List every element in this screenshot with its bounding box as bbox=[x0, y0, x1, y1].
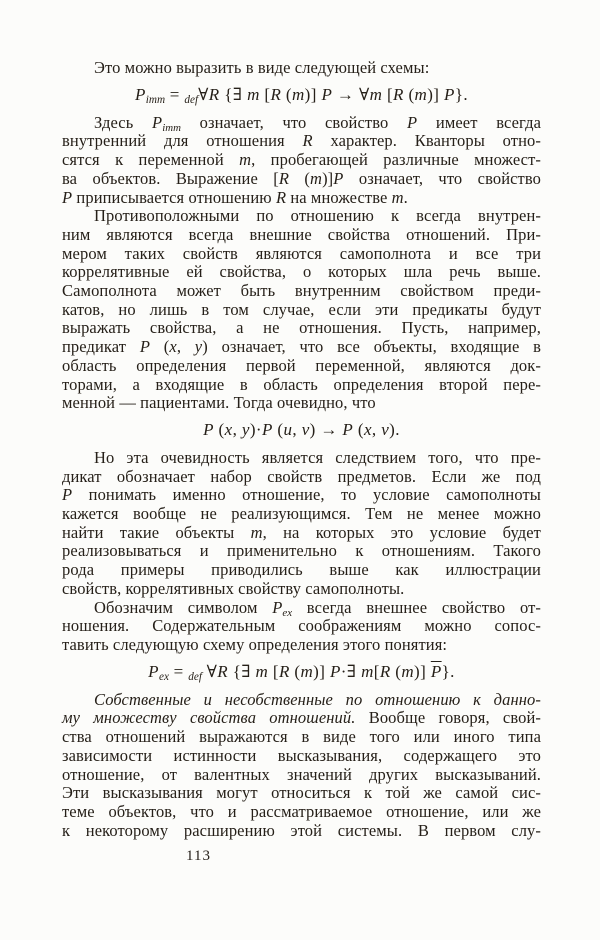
text-line: найти такие объекты m, на которых это условие будет bbox=[62, 522, 541, 542]
formula: $P_{imm}$ = $_{def}$∀R {∃ m [R (m)] P → ∀m [R (m)] P}. bbox=[134, 84, 469, 106]
text-line: область определения первой переменной, являются док- bbox=[62, 355, 541, 375]
text-line: выражать свойства, а не отношения. Пусть, например, bbox=[62, 318, 541, 338]
text-line: реализовываться и применительно к отношениям. Такого bbox=[62, 541, 541, 561]
page-number: 113 bbox=[186, 848, 211, 864]
text-line: ношения. Содержательным соображениям можно сопос- bbox=[62, 616, 541, 636]
text-line: мером таких свойств являются самополнота и все три bbox=[62, 243, 541, 263]
text-line: Противоположными по отношению к всегда внутрен- bbox=[94, 206, 541, 226]
text-line: менной — пациентами. Тогда очевидно, что bbox=[62, 393, 376, 413]
text-line: Это можно выразить в виде следующей схемы: bbox=[94, 58, 430, 77]
text-line: коррелятивные ей свойства, о которых шла речь выше. bbox=[62, 262, 541, 282]
text-line: предикат P (x, y) означает, что все объекты, входящие в bbox=[62, 337, 542, 357]
text-line: тавить следующую схему определения этого понятия: bbox=[62, 634, 448, 654]
text-line: P приписывается отношению R на множестве m. bbox=[62, 187, 408, 207]
text-line: Собственные и несобственные по отношению к данно- bbox=[94, 689, 541, 709]
formula: $P_{ex} = _{def}$ ∀R {∃ m [R (m)] P·∃ m[R (m)] $\overline{P}$}. bbox=[148, 661, 455, 683]
text-line: му множеству свойства отношений. Вообще говоря, свой- bbox=[62, 708, 541, 728]
text-line: рода примеры приводились выше как иллюстрации bbox=[62, 560, 541, 580]
text-line: ним являются всегда внешние свойства отношений. При- bbox=[62, 224, 541, 244]
text-line: Здесь $P_{imm}$ означает, что свойство P имеет всегда bbox=[94, 112, 542, 134]
text-line: Эти высказывания могут относиться к той же самой сис- bbox=[62, 783, 541, 803]
text-line: кажется вообще не реализующимся. Тем не менее можно bbox=[62, 504, 541, 524]
text-line: Но эта очевидность является следствием того, что пре- bbox=[94, 447, 541, 467]
text-line: катов, но лишь в том случае, если эти предикаты будут bbox=[62, 299, 541, 319]
formula: P (x, y)·P (u, v) → P (x, v). bbox=[203, 419, 400, 439]
text-line: отношение, от валентных значений других высказываний. bbox=[62, 764, 541, 784]
text-line: ства отношений выражаются в виде того или иного типа bbox=[62, 727, 541, 747]
text-line: дикат обозначает набор свойств предметов. Если же под bbox=[62, 466, 541, 486]
text-line: ва объектов. Выражение [R (m)]P означает, что свойство bbox=[62, 168, 541, 188]
text-line: Обозначим символом $P_{ex}$ всегда внешнее свойство от- bbox=[94, 597, 541, 619]
text-line: сятся к переменной m, пробегающей различные множест- bbox=[62, 150, 542, 170]
text-line: Самополнота может быть внутренним свойством преди- bbox=[62, 281, 541, 301]
text-line: к некоторому расширению этой системы. В первом слу- bbox=[62, 820, 541, 840]
text-line: торами, а входящие в область определения второй пере- bbox=[62, 374, 541, 394]
text-line: P понимать именно отношение, то условие самополноты bbox=[62, 485, 541, 505]
text-line: зависимости истинности высказывания, содержащего это bbox=[62, 745, 541, 765]
page-text bbox=[62, 59, 541, 840]
text-line: внутренний для отношения R характер. Кванторы отно- bbox=[62, 131, 541, 151]
text-line: свойств, коррелятивных свойству самополноты. bbox=[62, 578, 405, 598]
text-line: теме объектов, что и рассматриваемое отношение, или же bbox=[62, 801, 541, 821]
